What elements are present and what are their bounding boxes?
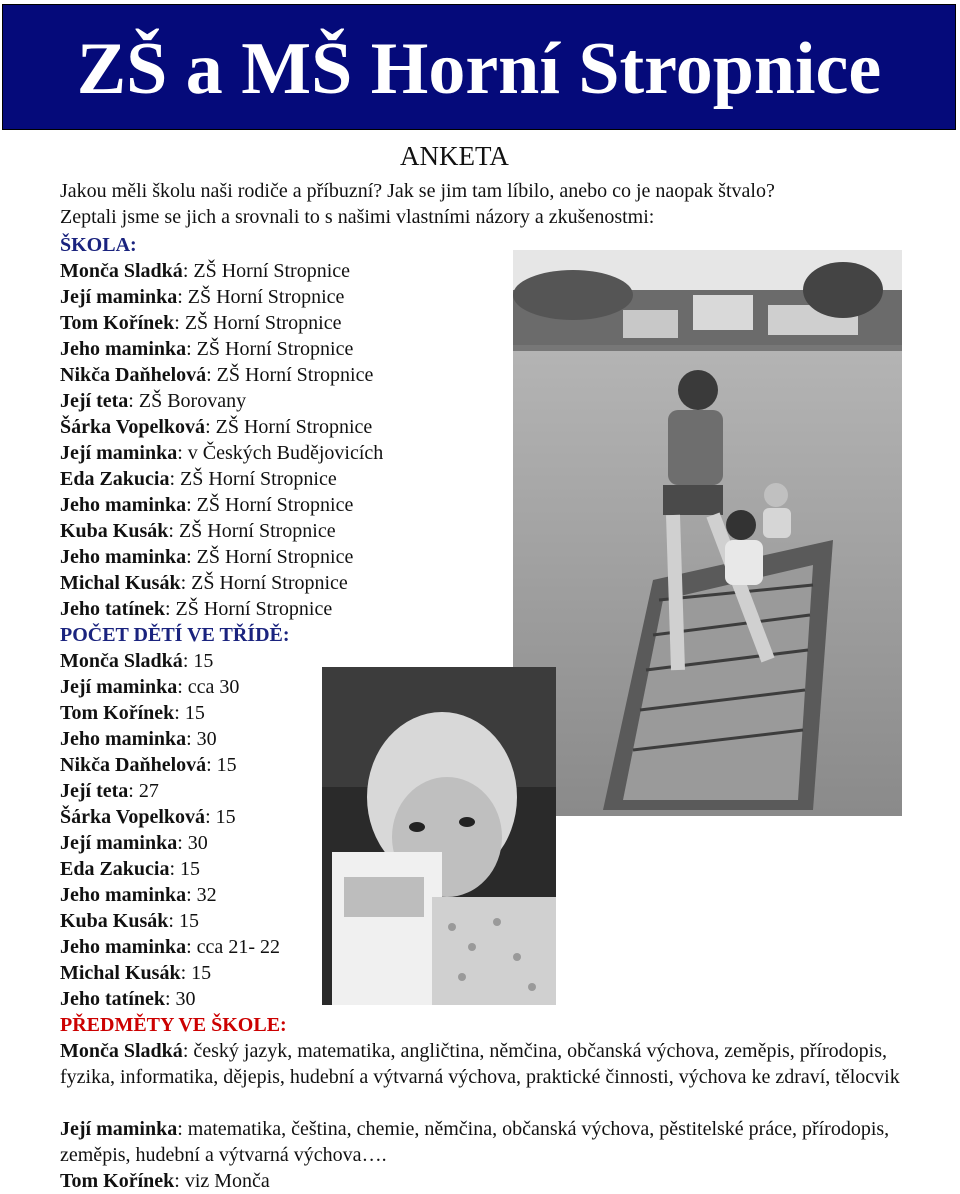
list-item: Jeho maminka: 32 — [60, 884, 217, 906]
list-item: Michal Kusák: 15 — [60, 962, 212, 984]
list-item: Eda Zakucia: ZŠ Horní Stropnice — [60, 468, 337, 490]
list-item: Tom Kořínek: ZŠ Horní Stropnice — [60, 312, 342, 334]
subjects-paragraph: Její maminka: matematika, čeština, chemie, němčina, občanská výchova, pěstitelské práce, přírodopis, zeměpis, hudební a výtvarná výchova…. — [60, 1118, 890, 1166]
survey-lists — [60, 232, 500, 1038]
list-item: Tom Kořínek: 15 — [60, 702, 205, 724]
list-item: Její teta: 27 — [60, 780, 159, 802]
list-item: Eda Zakucia: 15 — [60, 858, 201, 880]
section-title-skola: ŠKOLA: — [60, 234, 137, 256]
list-item: Monča Sladká: ZŠ Horní Stropnice — [60, 260, 351, 282]
section-title-predmety: PŘEDMĚTY VE ŠKOLE: — [60, 1014, 287, 1036]
list-item: Jeho maminka: 30 — [60, 728, 217, 750]
page-title: ZŠ a MŠ Horní Stropnice — [76, 28, 882, 110]
subjects-paragraph: Tom Kořínek: viz Monča — [60, 1170, 270, 1192]
list-item: Šárka Vopelková: ZŠ Horní Stropnice — [60, 416, 373, 438]
list-item: Jeho maminka: ZŠ Horní Stropnice — [60, 338, 354, 360]
header-banner — [2, 4, 956, 130]
subjects-paragraph: Monča Sladká: český jazyk, matematika, angličtina, němčina, občanská výchova, zeměpis, přírodopis, fyzika, informatika, dějepis, hudební a výtvarná výchova, praktické činnosti, výchova ke zdraví, tělocvik — [60, 1040, 900, 1088]
list-item: Kuba Kusák: ZŠ Horní Stropnice — [60, 520, 336, 542]
survey-heading: ANKETA — [400, 141, 509, 171]
boat-photo — [513, 250, 902, 816]
list-item: Její maminka: ZŠ Horní Stropnice — [60, 286, 345, 308]
list-item: Její maminka: 30 — [60, 832, 208, 854]
intro-line-2: Zeptali jsme se jich a srovnali to s našimi vlastními názory a zkušenostmi: — [60, 206, 655, 228]
intro-line-1: Jakou měli školu naši rodiče a příbuzní? Jak se jim tam líbilo, anebo co je naopak štvalo? — [60, 180, 775, 202]
list-item: Její teta: ZŠ Borovany — [60, 390, 247, 412]
list-item: Jeho maminka: ZŠ Horní Stropnice — [60, 546, 354, 568]
list-item: Jeho tatínek: 30 — [60, 988, 196, 1010]
list-item: Jeho maminka: ZŠ Horní Stropnice — [60, 494, 354, 516]
list-item: Monča Sladká: 15 — [60, 650, 214, 672]
list-item: Jeho maminka: cca 21- 22 — [60, 936, 280, 958]
list-item: Nikča Daňhelová: 15 — [60, 754, 237, 776]
list-item: Její maminka: cca 30 — [60, 676, 240, 698]
list-item: Michal Kusák: ZŠ Horní Stropnice — [60, 572, 348, 594]
list-item: Šárka Vopelková: 15 — [60, 806, 236, 828]
list-item: Nikča Daňhelová: ZŠ Horní Stropnice — [60, 364, 374, 386]
section-title-pocet: POČET DĚTÍ VE TŘÍDĚ: — [60, 624, 290, 646]
list-item: Její maminka: v Českých Budějovicích — [60, 442, 384, 464]
list-item: Kuba Kusák: 15 — [60, 910, 199, 932]
list-item: Jeho tatínek: ZŠ Horní Stropnice — [60, 598, 333, 620]
